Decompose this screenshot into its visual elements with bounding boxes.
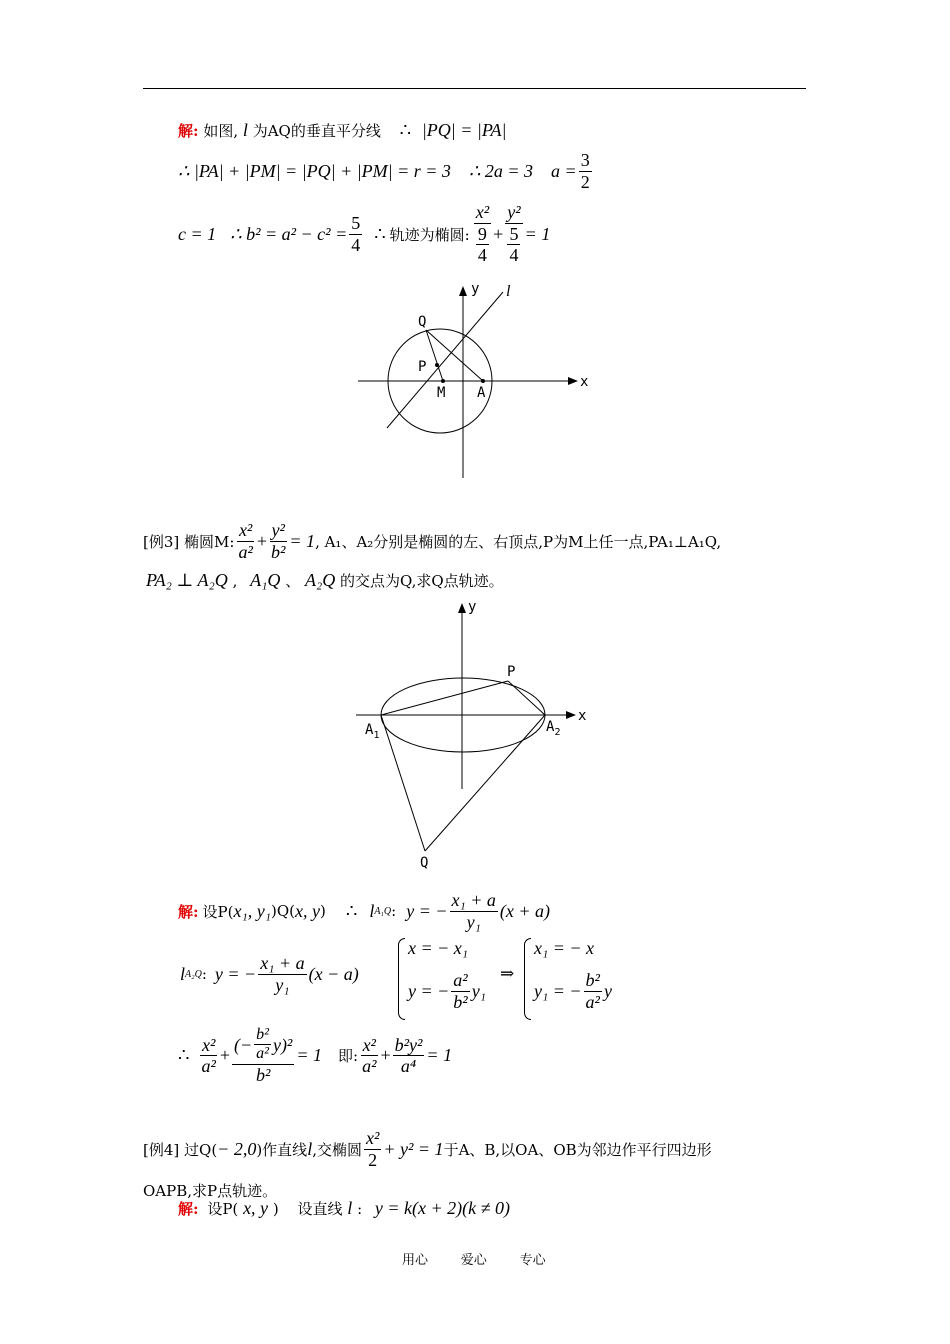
equation: ∴ b² = a² − c² =: [230, 223, 348, 244]
solution-label: 解:: [178, 902, 199, 921]
solution-3-line-3: [178, 1026, 452, 1085]
text: :: [201, 965, 207, 984]
equation: y = −: [406, 900, 448, 921]
footer-text: 用心: [402, 1253, 429, 1268]
denominator: y₁: [275, 974, 290, 995]
line-l: l: [242, 120, 248, 140]
fraction: [236, 520, 254, 562]
equation: y₁ = −: [534, 980, 582, 1001]
fraction: [199, 1035, 217, 1077]
figure-ellipse-diagram: [350, 597, 600, 877]
denominator: a⁴: [400, 1056, 417, 1077]
label-p: P: [507, 664, 516, 680]
denominator: 2: [580, 171, 590, 192]
solution-line-3: c = 1 ∴ b² = a² − c² = $\frac{5}{4}$ ∴ 轨迹为椭圆: $\frac{\text{x²}}{\frac{9}{4}}$ + $\frac{\text{y²}}{\frac{5}{4}}$ = 1: [178, 202, 551, 266]
x-axis-arrow: [566, 711, 576, 719]
text: ): [320, 902, 326, 921]
example-3-line-1: [例3] 椭圆M: $\frac{\text{x²}}{\text{a²}}$ + $\frac{\text{y²}}{\text{b²}}$ = 1 , A₁、A₂分别是椭圆的左、右顶点,P为M上任一点,PA₁⊥A₁Q,: [143, 520, 722, 562]
denominator: a²: [585, 991, 600, 1012]
text: 为AQ的垂直平分线: [252, 122, 381, 140]
fraction: [258, 953, 306, 995]
example-4-line-2: OAPB,求P点轨迹。: [143, 1182, 278, 1200]
solution-label: 解:: [178, 122, 199, 140]
page-footer: [402, 1249, 546, 1268]
fraction: [232, 1026, 294, 1085]
therefore-symbol: ∴: [178, 1045, 190, 1066]
text: )作直线: [256, 1140, 308, 1159]
y-axis-arrow: [458, 603, 466, 613]
point-p-coords: x₁, y₁: [233, 900, 271, 921]
label-p: P: [418, 359, 427, 375]
fraction: [579, 150, 592, 192]
example-4-line-1: [143, 1128, 712, 1170]
numerator: b²: [254, 1026, 271, 1045]
numerator: x²: [238, 520, 253, 540]
equation: (x + a): [499, 900, 551, 921]
label-a2-sub: 2: [554, 727, 561, 738]
equation: = 1: [289, 530, 316, 551]
equation: ∴ 2a = 3: [468, 160, 534, 181]
numerator: a²: [453, 970, 468, 990]
equation: y: [603, 980, 612, 1001]
fraction: [364, 1128, 381, 1170]
line-l: l: [307, 1138, 313, 1159]
denominator: a²: [256, 1045, 269, 1063]
text: 的交点为Q,求Q点轨迹。: [340, 572, 504, 590]
denominator: 4: [351, 234, 361, 255]
solution-4-line-1: [178, 1198, 510, 1219]
fraction: [505, 224, 522, 266]
solution-line-1: [178, 120, 506, 141]
equation: (x − a): [308, 963, 359, 984]
label-q: Q: [420, 855, 429, 871]
label-l: l: [506, 283, 511, 300]
line-l: [387, 292, 503, 428]
denominator: b²: [453, 991, 468, 1012]
text: 设P(: [207, 1200, 239, 1218]
equation: + y² = 1: [383, 1138, 444, 1159]
text: 如图,: [203, 122, 239, 140]
equation: = 1: [426, 1045, 453, 1066]
numerator: [232, 1026, 294, 1065]
equation: A₂Q: [304, 570, 336, 590]
text: 即:: [338, 1047, 359, 1066]
point-p: [435, 363, 439, 367]
example-3-line-2: [146, 570, 504, 591]
equation: PA₂ ⊥ A₂Q: [146, 570, 228, 590]
point-q-coords: − 2,0: [217, 1138, 257, 1159]
point-m: [441, 379, 445, 383]
numerator: x²: [362, 1034, 376, 1055]
equation: ∴ |PA| + |PM| = |PQ| + |PM| = r = 3: [178, 160, 451, 181]
segment-a1-q: [381, 715, 425, 851]
equation: y = k(x + 2)(k ≠ 0): [374, 1198, 511, 1218]
solution-line-2: [178, 150, 594, 192]
numerator: 5: [351, 212, 361, 233]
paren-close: y)²: [272, 1034, 293, 1055]
solution-3-line-1: [178, 890, 550, 932]
numerator: x²: [201, 1034, 216, 1055]
denominator: a²: [201, 1056, 216, 1077]
point-q-coords: x, y: [295, 900, 320, 921]
text: )Q(: [271, 902, 296, 921]
text: :: [391, 902, 397, 921]
paren-open: (−: [234, 1034, 253, 1055]
label-x: x: [580, 374, 589, 390]
text: 、: [285, 572, 301, 590]
equation: A₁Q: [250, 570, 281, 590]
plus: +: [219, 1045, 231, 1066]
line-subscript: A₁Q: [374, 905, 392, 917]
numerator: x₁ + a: [260, 953, 305, 973]
denominator: a²: [362, 1056, 377, 1077]
text: ): [272, 1200, 279, 1218]
label-y: y: [468, 599, 477, 615]
label-m: M: [437, 385, 446, 401]
point-a: [481, 379, 485, 383]
text: :: [357, 1200, 363, 1218]
text: 设直线: [297, 1200, 343, 1218]
system-brace-2: [524, 938, 531, 1020]
therefore-symbol: ∴: [345, 900, 358, 921]
numerator: x²: [475, 202, 490, 222]
segment-a2-q: [425, 715, 545, 851]
therefore-symbol: ∴: [399, 120, 412, 140]
system-1-eq-2: [408, 970, 486, 1012]
footer-text: 专心: [519, 1253, 546, 1268]
text: ,: [232, 572, 238, 590]
system-2-eq-1: x₁ = − x: [534, 938, 595, 958]
label-a2-letter: A: [546, 719, 555, 735]
numerator: x²: [365, 1128, 380, 1148]
fraction: [254, 1026, 271, 1064]
segment-p-a2: [508, 681, 545, 715]
numerator: y²: [507, 202, 521, 222]
plus: +: [380, 1045, 391, 1066]
line-subscript: A₂Q: [185, 968, 202, 980]
fraction: [349, 213, 362, 255]
fraction: [584, 970, 602, 1012]
denominator: b²: [271, 541, 286, 562]
equation: y = −: [408, 980, 450, 1001]
header-rule: [143, 88, 806, 89]
fraction: [269, 520, 287, 562]
label-a1: [365, 722, 379, 741]
fraction: [393, 1035, 425, 1077]
fraction: [505, 202, 522, 266]
numerator: b²: [585, 970, 600, 990]
equation: y = −: [214, 963, 257, 984]
fraction: [360, 1035, 378, 1077]
denominator: a²: [238, 541, 253, 562]
denominator: y₁: [466, 911, 481, 932]
label-y: y: [471, 281, 480, 297]
denominator: 4: [509, 245, 519, 266]
example-3-head: [例3] 椭圆M:: [143, 532, 235, 551]
therefore-symbol: ∴: [374, 223, 386, 244]
point-p-coords: x, y: [243, 1198, 269, 1218]
equation: = 1: [524, 223, 551, 244]
text: 设P(: [202, 902, 234, 921]
label-a2: [546, 719, 560, 738]
solution-3-line-2: [180, 953, 359, 995]
numerator: b²y²: [394, 1034, 423, 1055]
fraction: [474, 224, 491, 266]
text: 轨迹为椭圆:: [389, 225, 470, 244]
label-a1-sub: 1: [373, 730, 380, 741]
text: 于A、B,以OA、OB为邻边作平行四边形: [443, 1140, 712, 1159]
numerator: y²: [271, 520, 285, 540]
example-4-head: [例4] 过Q(: [143, 1140, 218, 1159]
denominator: b²: [255, 1064, 271, 1085]
solution-label: 解:: [178, 1200, 199, 1218]
line-label: l: [180, 963, 186, 984]
label-x: x: [578, 708, 587, 724]
figure-circle-diagram: [340, 280, 610, 490]
fraction: [474, 202, 491, 266]
numerator: x₁ + a: [451, 890, 496, 910]
x-axis-arrow: [568, 377, 578, 385]
equation: a =: [551, 160, 577, 181]
denominator: 4: [477, 245, 487, 266]
y-axis-arrow: [459, 286, 467, 296]
label-a: A: [477, 385, 486, 401]
text: ,交椭圆: [312, 1140, 362, 1159]
fraction: [450, 890, 498, 932]
numerator: 9: [477, 223, 487, 244]
denominator: 2: [368, 1149, 378, 1170]
footer-text: 爱心: [460, 1253, 487, 1268]
line-label: l: [369, 900, 375, 921]
implies-arrow: ⇒: [500, 964, 515, 983]
numerator: 5: [509, 223, 519, 244]
text: , A₁、A₂分别是椭圆的左、右顶点,P为M上任一点,PA₁⊥A₁Q,: [315, 532, 722, 551]
equation: c = 1: [178, 223, 217, 244]
system-2-eq-2: [534, 970, 612, 1012]
line-l: l: [347, 1198, 353, 1218]
equation: |PQ| = |PA|: [421, 120, 507, 140]
fraction: [451, 970, 469, 1012]
segment-a1-p: [381, 681, 508, 715]
system-brace-1: [398, 938, 405, 1020]
system-1-eq-1: x = − x₁: [408, 938, 469, 958]
equation: = 1: [296, 1045, 322, 1066]
equation: y₁: [471, 980, 486, 1001]
label-q: Q: [418, 314, 427, 330]
numerator: 3: [580, 150, 590, 170]
label-a1-letter: A: [365, 722, 374, 738]
